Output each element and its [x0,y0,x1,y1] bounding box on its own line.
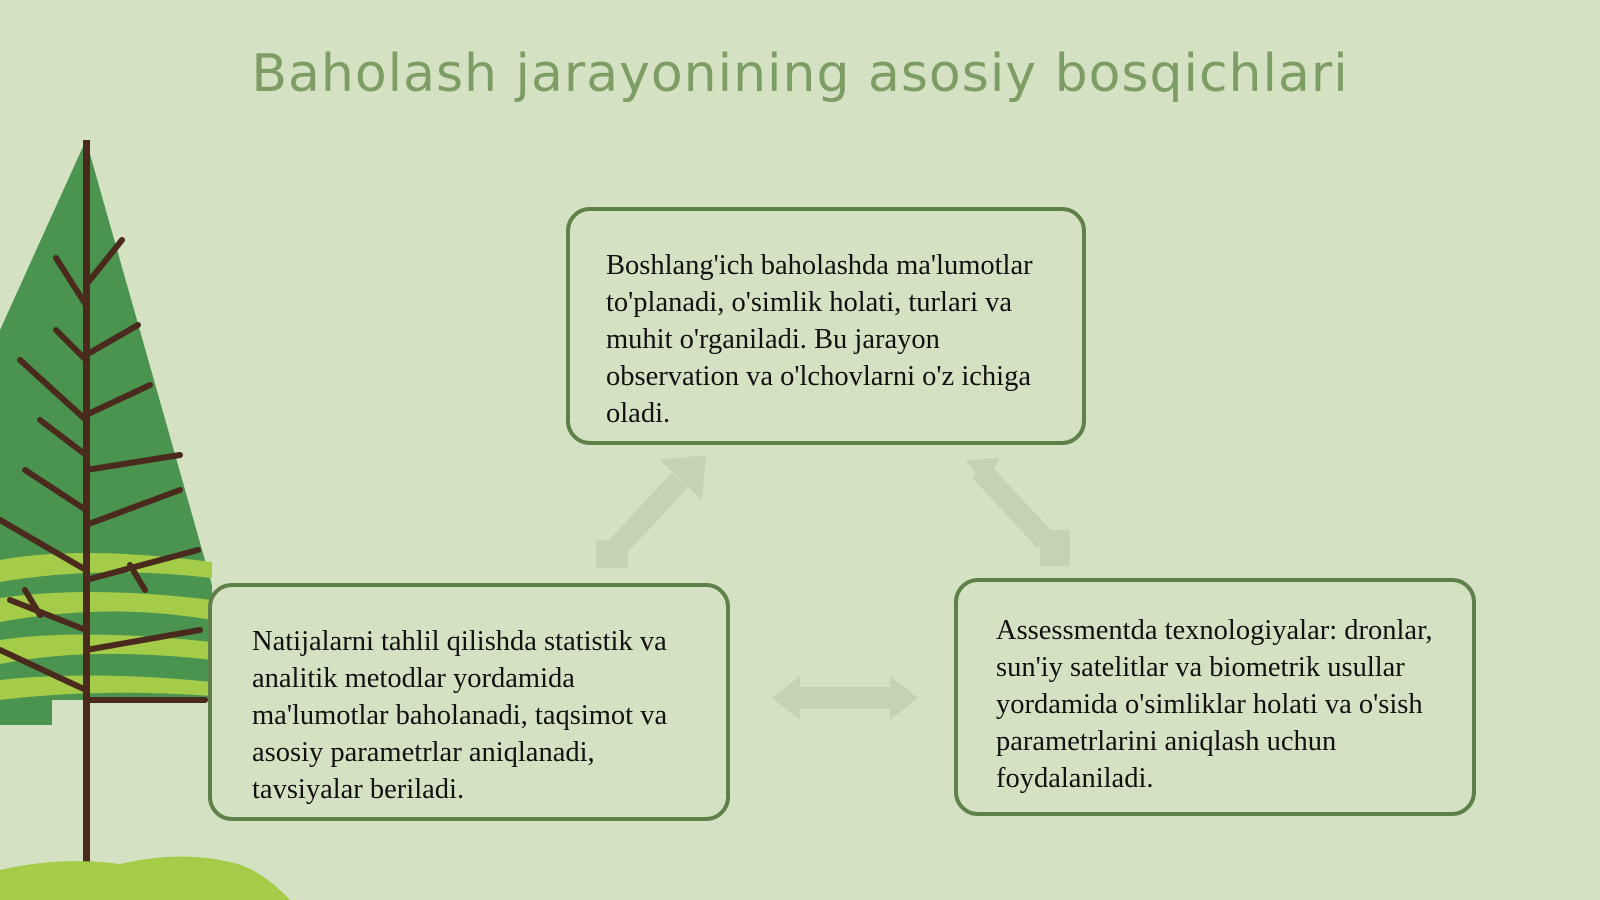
step-box-left [208,583,730,821]
double-arrow-bottom [772,676,918,720]
slide-title: Baholash jarayonining asosiy bosqichlari [251,44,1349,104]
step-left-text: Natijalarni tahlil qilishda statistik va analitik metodlar yordamida ma'lumotlar baholanadi, taqsimot va asosiy parametrlar aniqlanadi, tavsiyalar beriladi. [252,626,668,805]
step-box-top [566,207,1086,445]
arrow-left-to-top [596,455,706,568]
step-right-text: Assessmentda texnologiyalar: dronlar, sun'iy satelitlar va biometrik usullar yordamida o'simliklar holati va o'sish parametrlarini aniqlash uchun foydalaniladi. [996,615,1433,794]
step-box-right [954,578,1476,816]
arrow-top-to-right [965,458,1070,566]
step-top-text: Boshlang'ich baholashda ma'lumotlar to'planadi, o'simlik holati, turlari va muhit o'rganiladi. Bu jarayon observation va o'lchovlarni o'z ichiga oladi. [606,250,1033,429]
